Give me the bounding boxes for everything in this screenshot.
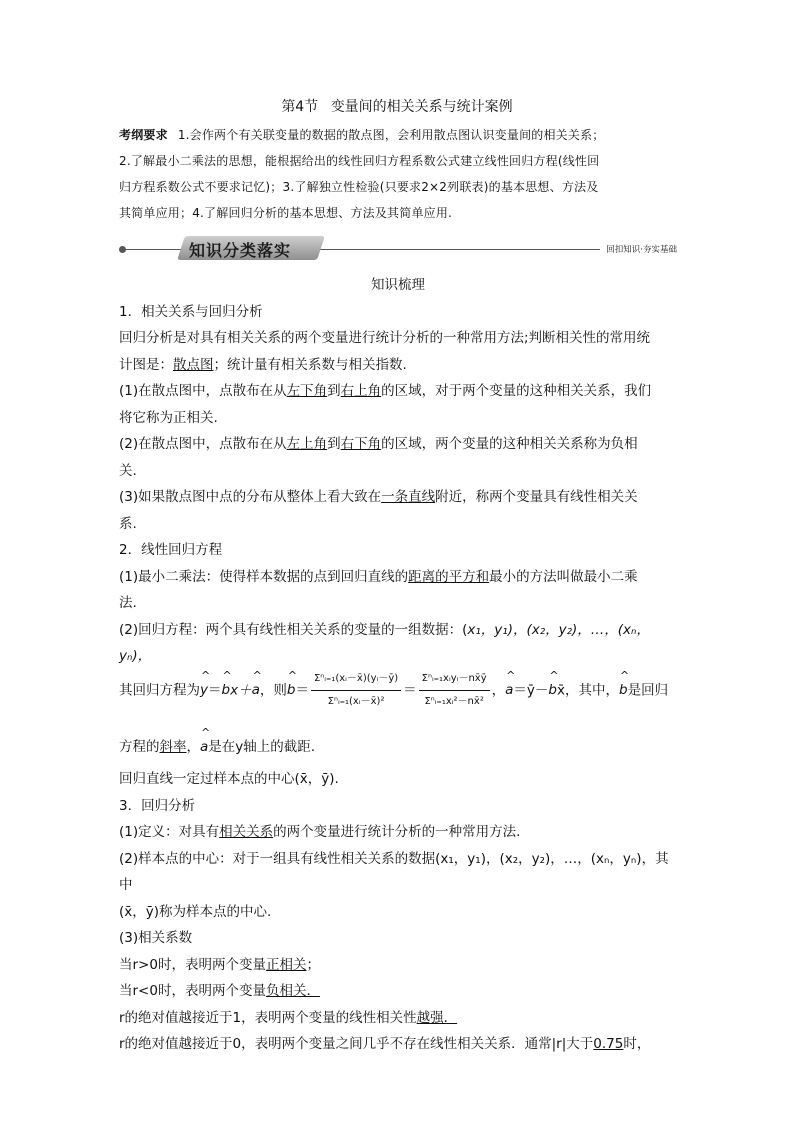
s2-item-1: (1)最小二乘法：使得样本数据的点到回归直线的距离的平方和最小的方法叫做最小二乘 法. (119, 568, 638, 611)
s3-item-2: (2)样本点的中心：对于一组具有线性相关关系的数据(x₁，y₁)，(x₂，y₂)，…，(xₙ，yₙ)，其中 (x̄，ȳ)称为样本点的中心. (119, 850, 669, 920)
banner-right-text: 回扣知识·夯实基础 (600, 243, 677, 255)
req-line-2: 2.了解最小二乘法的思想，能根据给出的线性回归方程系数公式建立线性回归方程(线性回 (119, 154, 600, 168)
syllabus-requirements (119, 122, 677, 226)
s3-item-3: (3)相关系数 (119, 930, 193, 946)
s1-item-3: (3)如果散点图中点的分布从整体上看大致在一条直线附近，称两个变量具有线性相关关 系. (119, 489, 638, 532)
banner-label: 知识分类落实 (189, 241, 292, 260)
s3-r-strong: r的绝对值越接近于1，表明两个变量的线性相关性越强． (119, 1009, 458, 1026)
subtitle: 知识梳理 (371, 277, 425, 293)
fraction-2: $\frac{\text{Σⁿᵢ₌₁xᵢyᵢ－nx̄ȳ}}{\text{Σⁿᵢ₌₁xᵢ²－nx̄²}}$ (419, 670, 490, 711)
section-title: 变量间的相关关系与统计案例 (330, 99, 513, 115)
regression-formula: 其回归方程为^ y＝^ bx＋^ a，则^ b＝ $\frac{\text{Σⁿᵢ₌₁(xᵢ－x̄)(yᵢ－ȳ)}}{\text{Σⁿᵢ₌₁(xᵢ－x̄)²}}$ ＝ $\frac{\text{Σⁿᵢ₌₁xᵢyᵢ－nx̄ȳ}}{\text{Σⁿᵢ₌₁xᵢ²－nx̄²}}$ ，^ a＝ȳ－^ bx̄，其中，^ b是回归 (119, 670, 677, 734)
req-line-3: 归方程系数公式不要求记忆)；3.了解独立性检验(只要求2×2列联表)的基本思想、方法及 (119, 180, 599, 194)
s1-item-2: (2)在散点图中，点散布在从左上角到右下角的区域，两个变量的这种相关关系称为负相 关. (119, 436, 638, 479)
section-number: 第4节 (281, 99, 319, 115)
s1-para: 回归分析是对具有相关关系的两个变量进行统计分析的一种常用方法;判断相关性的常用统 计图是：散点图；统计量有相关系数与相关指数. (119, 330, 651, 373)
banner-dot-left (119, 246, 126, 253)
s3-title: 3．回归分析 (119, 797, 196, 814)
fraction-1: $\frac{\text{Σⁿᵢ₌₁(xᵢ－x̄)(yᵢ－ȳ)}}{\text{Σⁿᵢ₌₁(xᵢ－x̄)²}}$ (311, 670, 401, 711)
s3-r-positive: 当r>0时，表明两个变量正相关； (119, 956, 320, 973)
page-title (0, 96, 794, 116)
s2-line-slope: 方程的斜率，^ a是在y轴上的截距. (119, 734, 677, 761)
req-line-1: 考纲要求 1.会作两个有关联变量的数据的散点图，会利用散点图认识变量间的相关关系； (119, 128, 605, 142)
s3-r-weak: r的绝对值越接近于0，表明两个变量之间几乎不存在线性相关关系．通常|r|大于0.75时， (119, 1036, 651, 1052)
s3-r-negative: 当r<0时，表明两个变量负相关． (119, 983, 320, 999)
main-content (119, 272, 677, 1058)
section-banner (119, 236, 677, 262)
req-line-4: 其简单应用；4.了解回归分析的基本思想、方法及其简单应用. (119, 206, 453, 220)
s3-item-1: (1)定义：对具有相关关系的两个变量进行统计分析的一种常用方法. (119, 824, 521, 840)
s2-item-2: (2)回归方程：两个具有线性相关关系的变量的一组数据：(x₁，y₁)，(x₂，y₂)，…，(xₙ，yₙ)， (119, 621, 650, 664)
req-lead: 考纲要求 (119, 128, 168, 142)
s2-center-point: 回归直线一定过样本点的中心(x̄，ȳ). (119, 771, 339, 787)
s1-item-1: (1)在散点图中，点散布在从左下角到右上角的区域，对于两个变量的这种相关关系，我们 将它称为正相关. (119, 383, 652, 426)
s2-title: 2．线性回归方程 (119, 542, 223, 558)
s1-title: 1．相关关系与回归分析 (119, 303, 263, 320)
